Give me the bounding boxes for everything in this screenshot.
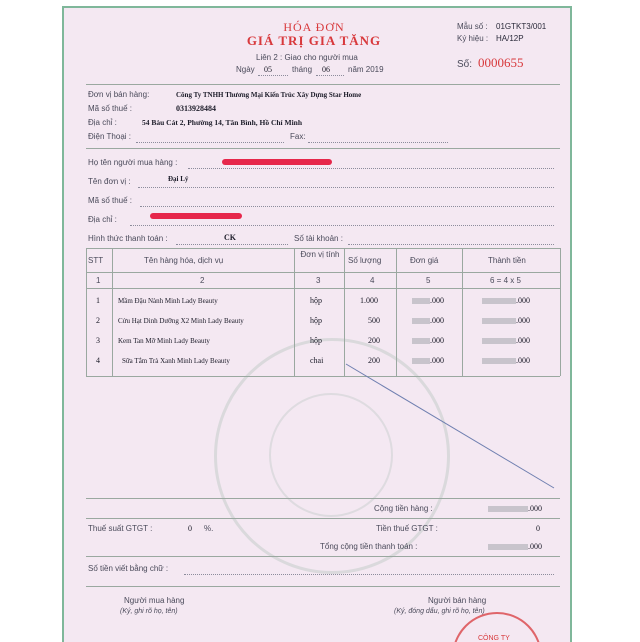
row-amount: .000 xyxy=(516,336,530,345)
seller-address: 54 Bàu Cát 2, Phường 14, Tân Bình, Hồ Chí Minh xyxy=(142,118,303,127)
seller-name: Công Ty TNHH Thương Mại Kiến Trúc Xây Dựng Star Home xyxy=(176,91,362,99)
seller-phone-label: Điện Thoại : xyxy=(88,132,131,141)
seller-address-label: Địa chỉ : xyxy=(88,118,117,127)
grand-total-label: Tổng cộng tiền thanh toán : xyxy=(320,542,418,551)
buyer-signature-note: (Ký, ghi rõ họ, tên) xyxy=(120,608,178,615)
buyer-unit-label: Tên đơn vị : xyxy=(88,177,131,186)
invoice-number: 0000655 xyxy=(478,55,524,70)
stamp-text: CÔNG TY xyxy=(478,635,510,642)
seller-name-label: Đơn vị bán hàng: xyxy=(88,90,150,99)
col-header-unit: Đơn vị tính xyxy=(300,250,340,259)
row-item-name: Kem Tan Mỡ Minh Lady Beauty xyxy=(118,337,210,345)
row-item-name: Sữa Tắm Trà Xanh Minh Lady Beauty xyxy=(122,357,230,365)
col-header-price: Đơn giá xyxy=(410,256,439,265)
grand-total-value: .000 xyxy=(528,542,542,551)
series-value: HA/12P xyxy=(496,34,524,43)
row-unit: chai xyxy=(310,356,324,365)
date-label-day: Ngày xyxy=(236,65,255,74)
vat-rate-label: Thuế suất GTGT : xyxy=(88,524,153,533)
index-cell: 4 xyxy=(370,276,375,285)
date-month: 06 xyxy=(322,65,330,74)
index-cell: 6 = 4 x 5 xyxy=(490,276,521,285)
row-stt: 1 xyxy=(96,296,100,305)
buyer-signature-title: Người mua hàng xyxy=(124,596,185,605)
row-price: .000 xyxy=(430,316,444,325)
payment-method-label: Hình thức thanh toán : xyxy=(88,234,168,243)
date-label-month: tháng xyxy=(292,65,313,74)
seller-tax-code: 0313928484 xyxy=(176,104,216,113)
row-price: .000 xyxy=(430,296,444,305)
invoice-title: HÓA ĐƠN xyxy=(283,20,345,34)
seller-signature-note: (Ký, đóng dấu, ghi rõ họ, tên) xyxy=(394,608,485,615)
index-cell: 5 xyxy=(426,276,431,285)
redaction-mark xyxy=(488,544,528,550)
row-stt: 2 xyxy=(96,316,100,325)
row-amount: .000 xyxy=(516,296,530,305)
vat-rate-value: 0 xyxy=(188,524,192,533)
col-header-amount: Thành tiền xyxy=(488,256,526,265)
buyer-unit: Đại Lý xyxy=(168,175,189,183)
date-day: 05 xyxy=(264,65,272,74)
seller-signature-title: Người bán hàng xyxy=(428,596,487,605)
buyer-address-label: Địa chỉ : xyxy=(88,215,117,224)
vat-amount-label: Tiền thuế GTGT : xyxy=(376,524,438,533)
row-qty: 1.000 xyxy=(360,296,378,305)
col-header-name: Tên hàng hóa, dịch vụ xyxy=(144,256,224,265)
col-header-qty: Số lượng xyxy=(348,256,382,265)
seller-fax-label: Fax: xyxy=(290,132,306,141)
form-label: Mẫu số : xyxy=(457,22,488,31)
index-cell: 2 xyxy=(200,276,205,285)
invoice-number-label: Số: xyxy=(457,59,473,70)
row-item-name: Mầm Đậu Nành Minh Lady Beauty xyxy=(118,297,218,305)
row-price: .000 xyxy=(430,336,444,345)
buyer-tax-label: Mã số thuế : xyxy=(88,196,133,205)
row-qty: 500 xyxy=(368,316,380,325)
form-value: 01GTKT3/001 xyxy=(496,22,547,31)
row-amount: .000 xyxy=(516,316,530,325)
row-item-name: Cửu Hạt Dinh Dưỡng X2 Minh Lady Beauty xyxy=(118,317,244,325)
copy-line: Liên 2 : Giao cho người mua xyxy=(256,53,358,62)
col-header-stt: STT xyxy=(88,256,104,265)
date-label-year: năm 2019 xyxy=(348,65,384,74)
row-qty: 200 xyxy=(368,336,380,345)
row-unit: hộp xyxy=(310,316,322,325)
invoice-paper xyxy=(62,6,572,642)
payment-method: CK xyxy=(224,233,236,242)
index-cell: 1 xyxy=(96,276,101,285)
subtotal-label: Cộng tiền hàng : xyxy=(374,504,433,513)
vat-amount-value: 0 xyxy=(536,524,540,533)
account-number-label: Số tài khoản : xyxy=(294,234,343,243)
row-stt: 4 xyxy=(96,356,100,365)
buyer-name-label: Họ tên người mua hàng : xyxy=(88,158,178,167)
row-unit: hộp xyxy=(310,296,322,305)
invoice-subtitle: GIÁ TRỊ GIA TĂNG xyxy=(246,33,382,48)
index-cell: 3 xyxy=(316,276,321,285)
row-qty: 200 xyxy=(368,356,380,365)
row-stt: 3 xyxy=(96,336,100,345)
redaction-mark xyxy=(488,506,528,512)
amount-in-words-label: Số tiền viết bằng chữ : xyxy=(88,564,169,573)
vat-rate-unit: %. xyxy=(204,524,214,533)
series-label: Ký hiệu : xyxy=(457,34,489,43)
row-price: .000 xyxy=(430,356,444,365)
subtotal-value: .000 xyxy=(528,504,542,513)
row-amount: .000 xyxy=(516,356,530,365)
row-unit: hộp xyxy=(310,336,322,345)
seller-tax-label: Mã số thuế : xyxy=(88,104,133,113)
